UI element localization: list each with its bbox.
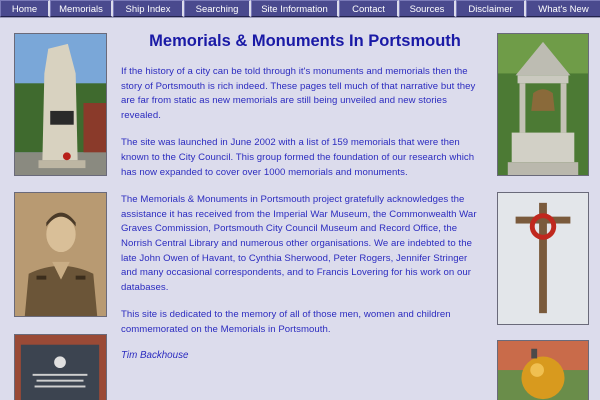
nav-contact-button[interactable]: Contact bbox=[339, 0, 399, 17]
wooden-cross-photo bbox=[497, 192, 589, 325]
top-nav bbox=[0, 0, 600, 18]
launch-paragraph: The site was launched in June 2002 with a list of 159 memorials that were then known to the City Council. This group formed the foundation of our research which has now expanded to cover over 1000 memorials and monuments. bbox=[121, 137, 475, 178]
main-content bbox=[121, 32, 481, 361]
nav-memorials-button[interactable]: Memorials bbox=[50, 0, 113, 17]
nav-home-button[interactable]: Home bbox=[0, 0, 50, 17]
nav-site-information-button[interactable]: Site Information bbox=[251, 0, 339, 17]
nav-disclaimer-button[interactable]: Disclaimer bbox=[456, 0, 526, 17]
nav-searching-button[interactable]: Searching bbox=[184, 0, 251, 17]
memorial-plaque-photo bbox=[14, 334, 107, 400]
page-title: Memorials & Monuments In Portsmouth bbox=[149, 32, 461, 50]
nav-whats-new-button[interactable]: What's New bbox=[526, 0, 600, 17]
acknowledgements-paragraph: The Memorials & Monuments in Portsmouth project gratefully acknowledges the assistance it has received from the Imperial War Museum, the Commonwealth War Graves Commission, Portsmouth City Council Museum and Record Office, the Norrish Central Library and numerous other organisations. We are indebted to the late John Owen of Havant, to Cynthia Sherwood, Peter Rogers, Jennifer Stringer and many occasional correspondents, and to Francis Lovering for his work on our databases. bbox=[121, 193, 477, 294]
obelisk-memorial-photo bbox=[14, 33, 107, 176]
nav-sources-button[interactable]: Sources bbox=[399, 0, 456, 17]
mine-monument-photo bbox=[497, 340, 589, 400]
intro-paragraph: If the history of a city can be told through it's monuments and memorials then the story of Portsmouth is rich indeed. These pages tell much of that narrative but they are far from static as new memorials are still being unveiled and new stories revealed. bbox=[121, 66, 476, 122]
nav-ship-index-button[interactable]: Ship Index bbox=[113, 0, 184, 17]
dedication-paragraph: This site is dedicated to the memory of all of those men, women and children commemorated on the Memorials in Portsmouth. bbox=[121, 309, 451, 336]
author-signature: Tim Backhouse bbox=[121, 350, 189, 362]
bell-memorial-photo bbox=[497, 33, 589, 176]
soldier-portrait-photo bbox=[14, 192, 107, 317]
